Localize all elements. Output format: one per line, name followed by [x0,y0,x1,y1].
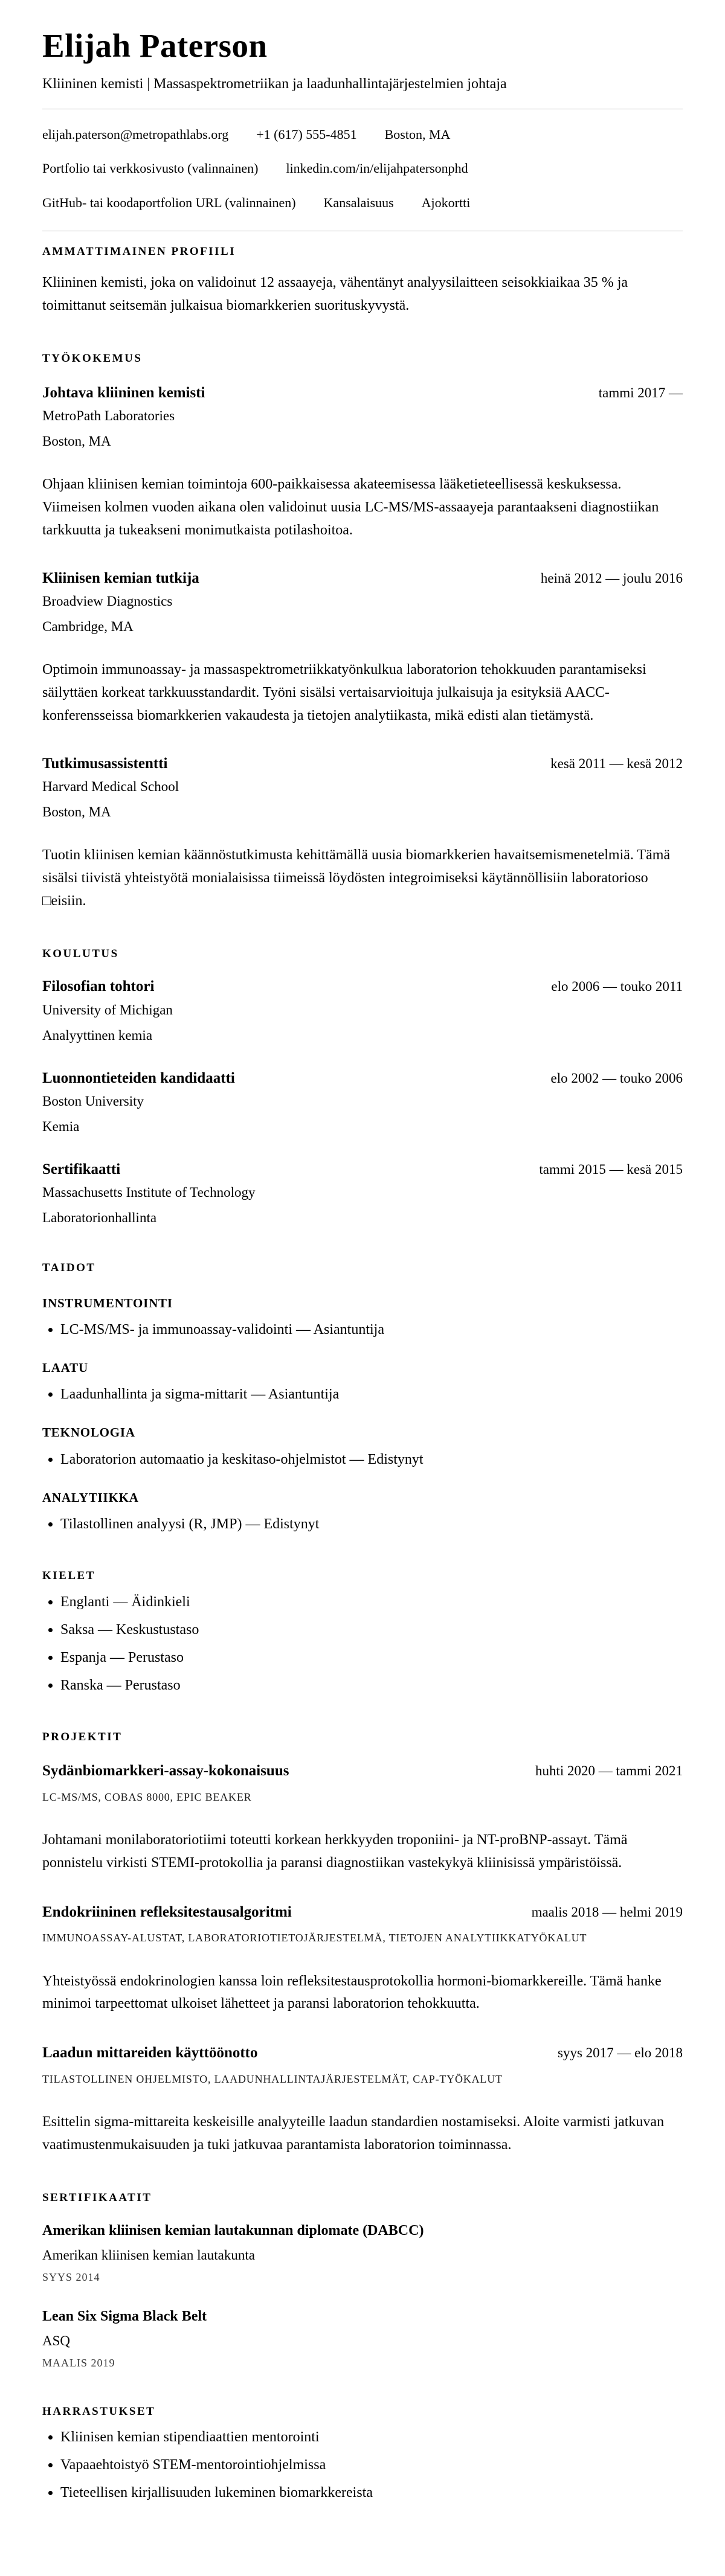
section-projects [42,1730,683,2157]
certification-entry [42,2307,683,2370]
degree-title: Sertifikaatti [42,1161,121,1177]
education-entry [42,1160,683,1227]
skill-group [42,1424,683,1470]
certification-date: SYYS 2014 [42,2270,100,2283]
job-role: Tutkimusassistentti [42,755,168,772]
certification-org: ASQ [42,2333,71,2349]
certification-name: Amerikan kliinisen kemian lautakunnan diplomate (DABCC) [42,2222,424,2238]
skill-group-title: TEKNOLOGIA [42,1425,135,1440]
experience-entry [42,569,683,728]
section-title-experience: TYÖKOKEMUS [42,351,143,365]
project-description: Johtamani monilaboratoriotiimi toteutti korkean herkkyyden troponiini- ja NT-proBNP-assayt. Tämä ponnistelu virkisti STEMI-protokollia ja paransi diagnostiikan vastekykyä kliinisissä ympäristöissä. [42,1832,628,1871]
section-title-skills: TAIDOT [42,1261,96,1275]
degree-dates: tammi 2015 — kesä 2015 [539,1161,683,1177]
project-entry [42,1903,683,2016]
hobby-item: • Vapaaehtoistyö STEM-mentorointiohjelmissa [60,2454,683,2476]
language-item: • Espanja — Perustaso [60,1647,683,1668]
contact-row-3 [42,194,683,212]
job-description: Ohjaan kliinisen kemian toimintoja 600-paikkaisessa akateemisessa lääketieteellisessä keskuksessa. Viimeisen kolmen vuoden aikana olen validoinut uusia LC-MS/MS-assaayeja parantaakseni diagnostiikan tarkkuutta ja tukeakseni monimutkaista potilashoitoa. [42,476,659,538]
project-tools: LC-MS/MS, COBAS 8000, EPIC BEAKER [42,1790,252,1803]
skill-item: • LC-MS/MS- ja immunoassay-validointi — Asiantuntija [60,1319,683,1341]
skill-group-title: INSTRUMENTOINTI [42,1295,173,1310]
experience-entry [42,754,683,913]
job-description: Optimoin immunoassay- ja massaspektrometriikkatyönkulkua laboratorion tehokkuuden parantamiseksi säilyttäen korkeat tarkkuusstandardit. Työni sisälsi vertaisarvioituja julkaisuja ja esityksiä AACC-konferensseissa biomarkkerien vakaudesta ja tietojen analytiikasta, mikä edisti alan tietämystä. [42,661,646,723]
job-role: Johtava kliininen kemisti [42,384,205,401]
skill-list [42,1319,683,1341]
experience-entry-head [42,569,683,589]
job-dates: kesä 2011 — kesä 2012 [550,755,683,771]
skill-group [42,1295,683,1341]
education-entry [42,1069,683,1136]
profile-text: Kliininen kemisti, joka on validoinut 12 assaayeja, vähentänyt analyysilaitteen seisokkiaikaa 35 % ja toimittanut seitsemän julkaisua biomarkkerien suorituskyvystä. [42,275,628,314]
section-education [42,947,683,1228]
job-location: Boston, MA [42,434,111,449]
project-description: Esittelin sigma-mittareita keskeisille analyyteille laadun standardien nostamiseksi. Aloite varmisti jatkuvan vaatimustenmukaisuuden ja tuki jatkuvaa parantamista laboratorion toiminnassa. [42,2114,665,2153]
job-location: Boston, MA [42,804,111,819]
certification-org: Amerikan kliinisen kemian lautakunta [42,2247,255,2263]
job-company: Broadview Diagnostics [42,594,173,609]
job-company: Harvard Medical School [42,779,179,795]
language-item: • Saksa — Keskustustaso [60,1619,683,1641]
skill-item: • Tilastollinen analyysi (R, JMP) — Edistynyt [60,1513,683,1535]
contact-portfolio: Portfolio tai verkkosivusto (valinnainen) [42,161,259,176]
contact-row-2 [42,160,683,178]
degree-field: Analyyttinen kemia [42,1027,153,1043]
candidate-headline: Kliininen kemisti | Massaspektrometriikan ja laadunhallintajärjestelmien johtaja [42,76,507,92]
experience-entry [42,383,683,542]
section-title-education: KOULUTUS [42,947,119,960]
contact-location: Boston, MA [384,126,451,142]
project-tools: IMMUNOASSAY-ALUSTAT, LABORATORIOTIETOJÄRJESTELMÄ, TIETOJEN ANALYTIIKKATYÖKALUT [42,1932,587,1944]
job-location: Cambridge, MA [42,619,134,634]
degree-field: Laboratorionhallinta [42,1210,157,1226]
contact-row-1 [42,126,683,144]
section-profile [42,245,683,318]
skill-list [42,1513,683,1535]
contact-citizenship: Kansalaisuus [323,194,394,210]
education-entry-head [42,1160,683,1180]
language-list [42,1591,683,1696]
job-company: MetroPath Laboratories [42,408,175,424]
education-entry [42,977,683,1044]
degree-school: Massachusetts Institute of Technology [42,1185,256,1200]
skill-group-title: LAATU [42,1360,88,1376]
language-item: • Englanti — Äidinkieli [60,1591,683,1613]
degree-dates: elo 2006 — touko 2011 [551,979,683,995]
section-title-projects: PROJEKTIT [42,1730,123,1743]
contact-linkedin[interactable]: linkedin.com/in/elijahpatersonphd [286,161,468,176]
project-dates: huhti 2020 — tammi 2021 [535,1763,683,1779]
project-entry-head [42,1903,683,1923]
section-languages [42,1569,683,1696]
section-certifications [42,2191,683,2371]
contact-phone: +1 (617) 555-4851 [256,126,357,142]
resume-header [42,27,683,231]
project-description: Yhteistyössä endokrinologien kanssa loin refleksitestausprotokollia hormoni-biomarkkereille. Tämä hanke minimoi tarpeettomat ulkoiset lähetteet ja paransi laboratorion tehokkuutta. [42,1973,662,2012]
project-name: Endokriininen refleksitestausalgoritmi [42,1903,292,1920]
project-entry-head [42,1761,683,1781]
skill-group [42,1490,683,1535]
hobby-item: • Kliinisen kemian stipendiaattien mentorointi [60,2426,683,2448]
certification-entry [42,2222,683,2284]
degree-field: Kemia [42,1118,80,1134]
skill-item: • Laboratorion automaatio ja keskitaso-ohjelmistot — Edistynyt [60,1449,683,1470]
section-title-profile: AMMATTIMAINEN PROFIILI [42,245,236,258]
experience-entry-head [42,754,683,774]
job-dates: heinä 2012 — joulu 2016 [540,570,683,586]
skill-list [42,1449,683,1470]
degree-school: University of Michigan [42,1002,173,1017]
project-entry-head [42,2043,683,2063]
project-name: Sydänbiomarkkeri-assay-kokonaisuus [42,1763,289,1780]
language-item: • Ranska — Perustaso [60,1674,683,1696]
project-dates: maalis 2018 — helmi 2019 [531,1904,683,1920]
degree-title: Filosofian tohtori [42,978,155,995]
certification-name: Lean Six Sigma Black Belt [42,2308,207,2325]
degree-school: Boston University [42,1094,144,1109]
skill-list [42,1383,683,1405]
contact-email[interactable]: elijah.paterson@metropathlabs.org [42,126,229,142]
skill-item: • Laadunhallinta ja sigma-mittarit — Asiantuntija [60,1383,683,1405]
section-title-certifications: SERTIFIKAATIT [42,2191,152,2204]
contact-block [42,109,683,231]
hobby-list [42,2426,683,2504]
job-description: Tuotin kliinisen kemian käännöstutkimusta kehittämällä uusia biomarkkerien havaitsemismenetelmiä. Tämä sisälsi tiivistä yhteistyötä monialaisissa tiimeissä löydösten integroimiseksi käytännöllisiin laboratorioso □eisiin. [42,847,671,909]
job-dates: tammi 2017 — [598,385,683,400]
degree-title: Luonnontieteiden kandidaatti [42,1069,235,1086]
contact-github: GitHub- tai koodaportfolion URL (valinnainen) [42,194,296,210]
skill-group [42,1360,683,1405]
section-hobbies [42,2405,683,2504]
project-name: Laadun mittareiden käyttöönotto [42,2045,258,2062]
hobby-item: • Tieteellisen kirjallisuuden lukeminen biomarkkereista [60,2482,683,2504]
education-entry-head [42,1069,683,1089]
project-tools: TILASTOLLINEN OHJELMISTO, LAADUNHALLINTAJÄRJESTELMÄT, CAP-TYÖKALUT [42,2072,503,2085]
job-role: Kliinisen kemian tutkija [42,569,199,586]
section-skills [42,1261,683,1535]
project-dates: syys 2017 — elo 2018 [558,2045,683,2061]
experience-entry-head [42,383,683,403]
degree-dates: elo 2002 — touko 2006 [550,1070,683,1086]
contact-driving-license: Ajokortti [421,194,471,210]
section-experience [42,351,683,913]
project-entry [42,1761,683,1875]
project-entry [42,2043,683,2157]
education-entry-head [42,977,683,997]
certification-date: MAALIS 2019 [42,2357,115,2369]
candidate-name: Elijah Paterson [42,27,268,64]
skill-group-title: ANALYTIIKKA [42,1490,139,1505]
section-title-languages: KIELET [42,1569,95,1583]
section-title-hobbies: HARRASTUKSET [42,2405,156,2418]
